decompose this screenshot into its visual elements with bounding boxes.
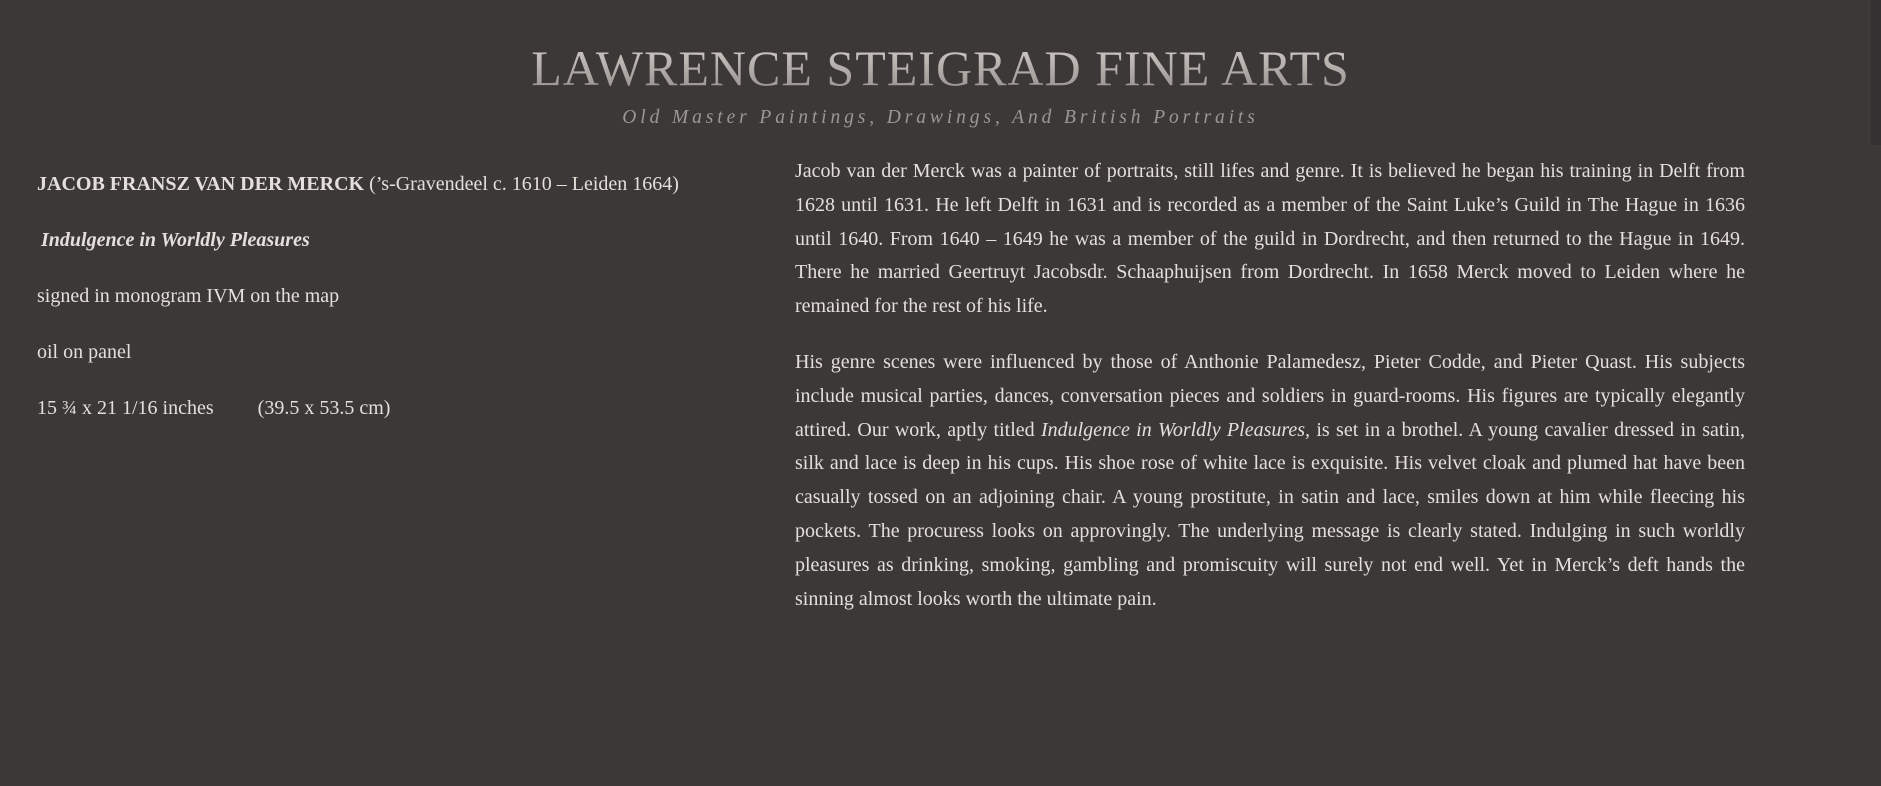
paragraph-2-intro: His genre scenes were influenced by those of Anthonie Palamedesz, Pieter Codde, and Pieter Quast. His subjects include musical parties, dances, conversation pieces and soldiers in guard-rooms. His figures are typically elegantly attired. Our work, aptly titled <box>795 350 1745 441</box>
artwork-inscription: signed in monogram IVM on the map <box>37 285 340 307</box>
artwork-medium: oil on panel <box>37 341 132 363</box>
paragraph-2-body: is set in a brothel. A young cavalier dressed in satin, silk and lace is deep in his cups. His shoe rose of white lace is exquisite. His velvet cloak and plumed hat have been casually tossed on an adjoining chair. A young prostitute, in satin and lace, smiles down at him while fleecing his pockets. The procuress looks on approvingly. The underlying message is clearly stated. Indulging in such worldly pleasures as drinking, smoking, gambling and promiscuity will surely not end well. Yet in Merck’s deft hands the sinning almost looks worth the ultimate pain. <box>795 418 1746 610</box>
dimensions-imperial: 15 ¾ x 21 1/16 inches <box>37 397 214 419</box>
site-subtitle: Old Master Paintings, Drawings, And British Portraits <box>622 107 1259 128</box>
artwork-title: Indulgence in Worldly Pleasures <box>41 229 310 251</box>
site-title[interactable]: LAWRENCE STEIGRAD FINE ARTS <box>0 38 1881 98</box>
artist-name: JACOB FRANSZ VAN DER MERCK <box>37 173 365 195</box>
description-paragraph-2 <box>795 346 1745 616</box>
artwork-description <box>795 155 1745 638</box>
paragraph-2-artwork-title: Indulgence in Worldly Pleasures, <box>1040 418 1311 441</box>
description-paragraph-1: Jacob van der Merck was a painter of portraits, still lifes and genre. It is believed he began his training in Delft from 1628 until 1631. He left Delft in 1631 and is recorded as a member of the Saint Luke’s Guild in The Hague in 1636 until 1640. From 1640 – 1649 he was a member of the guild in Dordrecht, and then returned to the Hague in 1649. There he married Geertruyt Jacobsdr. Schaaphuijsen from Dordrecht. In 1658 Merck moved to Leiden where he remained for the rest of his life. <box>795 160 1745 318</box>
artist-line <box>37 173 679 196</box>
artist-dates: (’s-Gravendeel c. 1610 – Leiden 1664) <box>364 173 679 195</box>
dimensions-metric: (39.5 x 53.5 cm) <box>257 397 391 419</box>
artwork-dimensions <box>37 397 390 420</box>
